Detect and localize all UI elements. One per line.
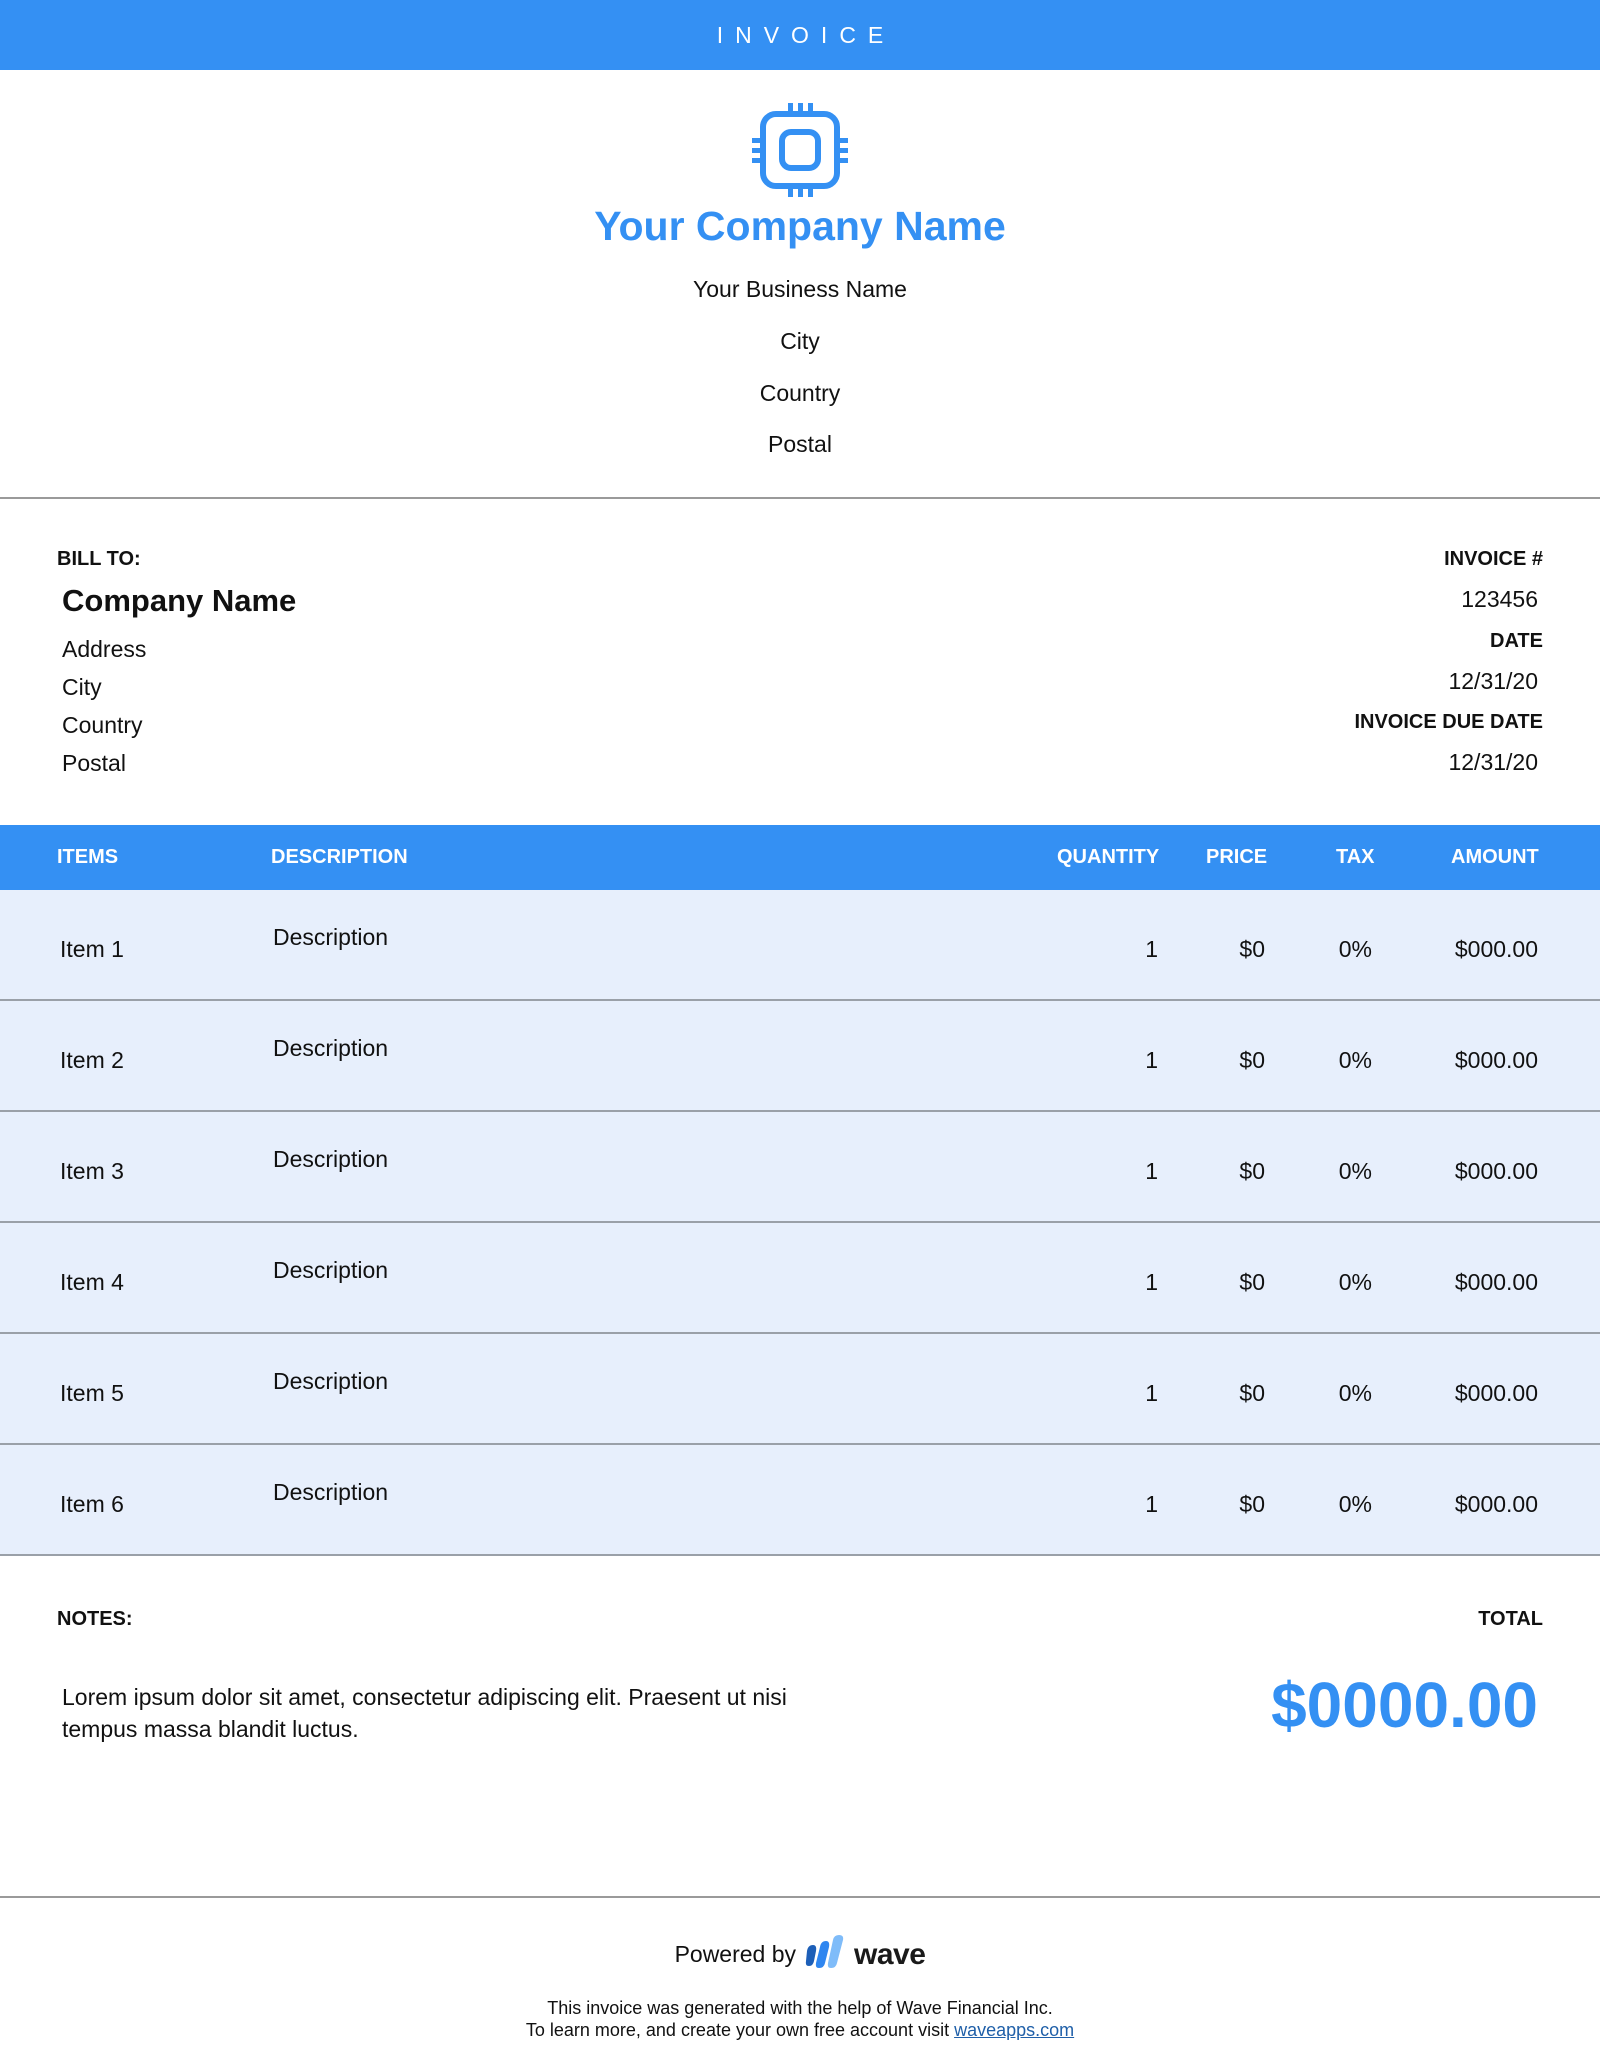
row-price: $0 <box>1239 1380 1265 1406</box>
table-row <box>0 890 1600 1001</box>
row-description: Description <box>273 1479 389 1505</box>
bill-to-city: City <box>62 674 102 700</box>
row-tax: 0% <box>1338 1269 1372 1295</box>
items-table-header <box>0 825 1600 890</box>
table-row <box>0 1001 1600 1112</box>
row-price: $0 <box>1239 1269 1265 1295</box>
due-date-label: INVOICE DUE DATE <box>1354 711 1543 733</box>
row-description: Description <box>273 924 389 950</box>
row-amount: $000.00 <box>1454 936 1538 962</box>
notes-label: NOTES: <box>57 1608 133 1630</box>
row-quantity: 1 <box>1145 1269 1158 1295</box>
notes-text: Lorem ipsum dolor sit amet, consectetur adipiscing elit. Praesent ut nisi tempus massa blandit luctus. <box>62 1684 787 1742</box>
company-name: Your Company Name <box>594 203 1006 249</box>
row-description: Description <box>273 1368 389 1394</box>
bill-to-country: Country <box>62 712 143 738</box>
table-row <box>0 1445 1600 1556</box>
row-tax: 0% <box>1338 1047 1372 1073</box>
table-row <box>0 1223 1600 1334</box>
row-description: Description <box>273 1257 389 1283</box>
row-amount: $000.00 <box>1454 1158 1538 1184</box>
header-description: DESCRIPTION <box>271 846 408 868</box>
footer-line-2 <box>0 2020 1600 2041</box>
row-quantity: 1 <box>1145 1047 1158 1073</box>
bill-to-postal: Postal <box>62 750 126 776</box>
table-row <box>0 1112 1600 1223</box>
invoice-banner <box>0 0 1600 70</box>
wave-logo-icon <box>804 1935 846 1974</box>
row-price: $0 <box>1239 1047 1265 1073</box>
total-amount: $0000.00 <box>1271 1669 1538 1741</box>
row-item: Item 2 <box>60 1047 124 1073</box>
header-quantity: QUANTITY <box>1057 846 1160 868</box>
row-amount: $000.00 <box>1454 1269 1538 1295</box>
row-price: $0 <box>1239 1491 1265 1517</box>
company-business-name: Your Business Name <box>693 276 907 302</box>
row-description: Description <box>273 1035 389 1061</box>
total-label: TOTAL <box>1478 1608 1543 1630</box>
items-table-body <box>0 890 1600 1556</box>
row-item: Item 6 <box>60 1491 124 1517</box>
section-divider <box>0 497 1600 499</box>
header-items: ITEMS <box>57 846 119 868</box>
row-price: $0 <box>1239 1158 1265 1184</box>
row-amount: $000.00 <box>1454 1491 1538 1517</box>
company-country: Country <box>759 380 841 406</box>
row-tax: 0% <box>1338 1380 1372 1406</box>
chip-icon <box>752 103 848 197</box>
bill-to-label: BILL TO: <box>57 548 141 570</box>
row-quantity: 1 <box>1145 1491 1158 1517</box>
waveapps-link[interactable]: waveapps.com <box>954 2020 1075 2040</box>
row-amount: $000.00 <box>1454 1380 1538 1406</box>
header-amount: AMOUNT <box>1451 846 1539 868</box>
table-row <box>0 1334 1600 1445</box>
row-quantity: 1 <box>1145 936 1158 962</box>
row-amount: $000.00 <box>1454 1047 1538 1073</box>
invoice-date: 12/31/20 <box>1448 668 1538 694</box>
row-quantity: 1 <box>1145 1380 1158 1406</box>
wave-brand: wave <box>854 1937 926 1971</box>
date-label: DATE <box>1490 630 1543 652</box>
row-tax: 0% <box>1338 936 1372 962</box>
powered-by-text: Powered by <box>674 1941 797 1967</box>
row-item: Item 3 <box>60 1158 124 1184</box>
bill-to-company-name: Company Name <box>62 583 297 618</box>
invoice-due-date: 12/31/20 <box>1448 749 1538 775</box>
invoice-number-label: INVOICE # <box>1444 548 1543 570</box>
banner-title: INVOICE <box>716 21 896 48</box>
footer-divider <box>0 1896 1600 1898</box>
powered-by <box>0 1935 1600 1974</box>
row-tax: 0% <box>1338 1491 1372 1517</box>
bill-to-address: Address <box>62 636 147 662</box>
invoice-number: 123456 <box>1461 586 1538 612</box>
row-price: $0 <box>1239 936 1265 962</box>
row-item: Item 4 <box>60 1269 124 1295</box>
row-description: Description <box>273 1146 389 1172</box>
row-item: Item 1 <box>60 936 124 962</box>
header-price: PRICE <box>1206 846 1268 868</box>
row-tax: 0% <box>1338 1158 1372 1184</box>
row-quantity: 1 <box>1145 1158 1158 1184</box>
header-tax: TAX <box>1336 846 1375 868</box>
footer-line-1: This invoice was generated with the help of Wave Financial Inc. <box>547 1998 1053 2018</box>
company-postal: Postal <box>768 431 832 457</box>
row-item: Item 5 <box>60 1380 124 1406</box>
footer-line-2-text: To learn more, and create your own free account visit <box>525 2020 955 2040</box>
company-city: City <box>780 328 820 354</box>
